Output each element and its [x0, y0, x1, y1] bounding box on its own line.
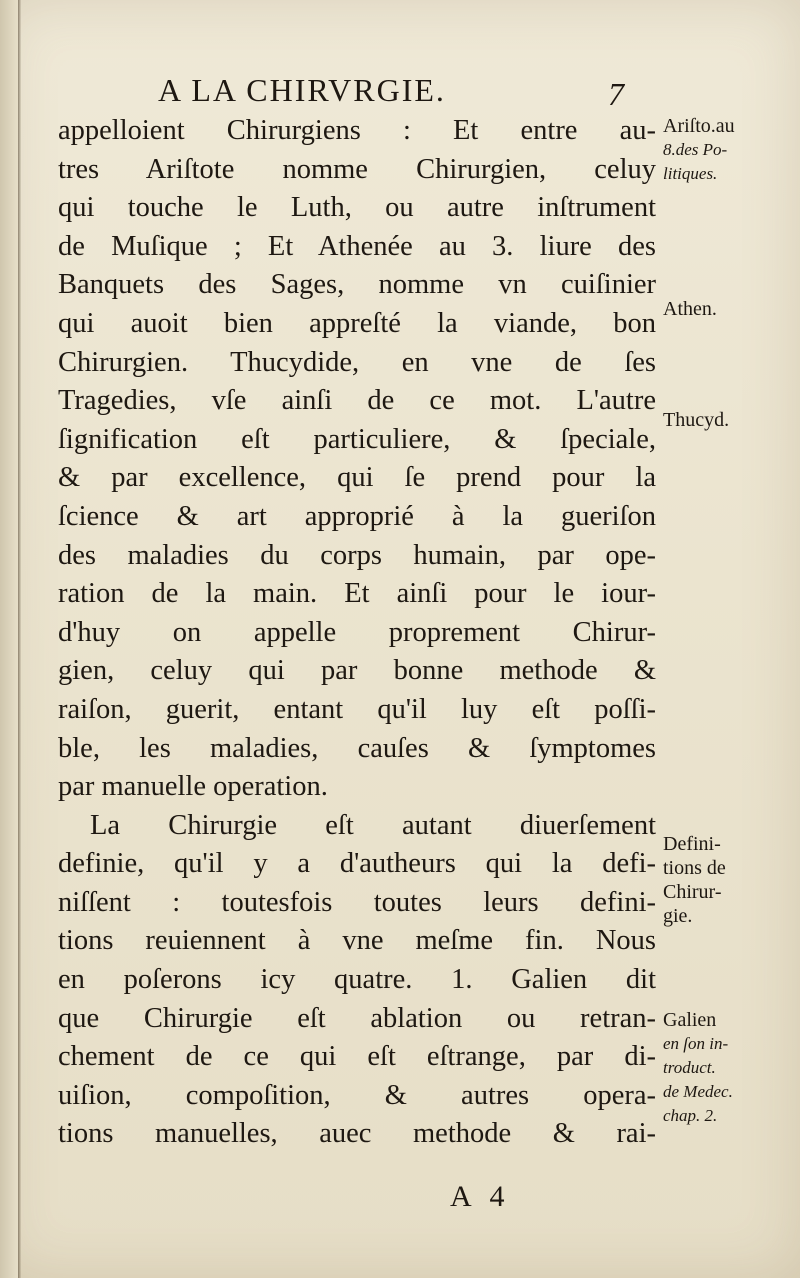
- running-head-title: A LA CHIRVRGIE.: [158, 72, 446, 108]
- margin-note-line: en ſon in-: [663, 1034, 729, 1053]
- text-line: La Chirurgie eſt autant diuerſement: [90, 809, 656, 841]
- margin-note-athenaeus: [663, 297, 788, 321]
- text-line: des maladies du corps humain, par ope-: [58, 539, 656, 571]
- text-line: gien, celuy qui par bonne methode &: [58, 655, 656, 687]
- text-line: tres Ariſtote nomme Chirurgien, celuy: [58, 153, 656, 185]
- text-line: ſcience & art approprié à la gueriſon: [58, 500, 656, 532]
- text-line: ble, les maladies, cauſes & ſymptomes: [58, 732, 656, 764]
- text-line: qui auoit bien appreſté la viande, bon: [58, 307, 656, 339]
- text-line: raiſon, guerit, entant qu'il luy eſt poſſi-: [58, 693, 656, 725]
- margin-note-line: Defini-: [663, 833, 721, 855]
- running-head: [150, 72, 630, 112]
- text-line: par manuelle operation.: [58, 771, 328, 803]
- text-line: Tragedies, vſe ainſi de ce mot. L'autre: [58, 385, 656, 417]
- text-line: Chirurgien. Thucydide, en vne de ſes: [58, 346, 656, 378]
- page-number: 7: [608, 76, 624, 112]
- margin-note-line: troduct.: [663, 1058, 716, 1077]
- margin-note-line: Chirur-: [663, 881, 722, 903]
- margin-note-line: Galien: [663, 1009, 717, 1031]
- margin-note-line: Athen.: [663, 298, 717, 320]
- margin-note-line: 8.des Po-: [663, 140, 728, 159]
- text-line: en poſerons icy quatre. 1. Galien dit: [58, 964, 656, 996]
- margin-note-galien: [663, 1008, 788, 1128]
- text-line: appelloient Chirurgiens : Et entre au-: [58, 115, 656, 146]
- text-line: que Chirurgie eſt ablation ou retran-: [58, 1002, 656, 1034]
- body-text: [58, 112, 656, 1154]
- margin-note-line: chap. 2.: [663, 1106, 718, 1125]
- page-fold-edge: [0, 0, 18, 1278]
- margin-note-line: de Medec.: [663, 1082, 733, 1101]
- margin-note-definitions: [663, 832, 788, 928]
- gutter-shadow: [18, 0, 21, 1278]
- text-line: ration de la main. Et ainſi pour le iour-: [58, 578, 656, 610]
- margin-note-line: Ariſto.au: [663, 115, 735, 137]
- text-line: definie, qu'il y a d'autheurs qui la defi-: [58, 848, 656, 880]
- text-line: de Muſique ; Et Athenée au 3. liure des: [58, 230, 656, 262]
- margin-note-aristotle: [663, 114, 788, 186]
- text-line: & par excellence, qui ſe prend pour la: [58, 462, 656, 494]
- text-line: Banquets des Sages, nomme vn cuiſinier: [58, 269, 656, 301]
- text-line: tions manuelles, auec methode & rai-: [58, 1118, 656, 1150]
- text-line: qui touche le Luth, ou autre inſtrument: [58, 192, 656, 224]
- margin-note-line: gie.: [663, 905, 693, 927]
- text-line: niſſent : toutesfois toutes leurs defini-: [58, 886, 656, 918]
- margin-note-line: tions de: [663, 857, 726, 879]
- text-line: ſignification eſt particuliere, & ſpeciale,: [58, 423, 656, 455]
- text-line: uiſion, compoſition, & autres opera-: [58, 1079, 656, 1111]
- text-line: tions reuiennent à vne meſme fin. Nous: [58, 925, 656, 957]
- text-line: d'huy on appelle proprement Chirur-: [58, 616, 656, 648]
- margin-note-line: litiques.: [663, 164, 718, 183]
- text-line: chement de ce qui eſt eſtrange, par di-: [58, 1041, 656, 1073]
- signature-mark: A 4: [450, 1180, 511, 1213]
- margin-note-thucydides: [663, 408, 788, 432]
- margin-note-line: Thucyd.: [663, 409, 730, 431]
